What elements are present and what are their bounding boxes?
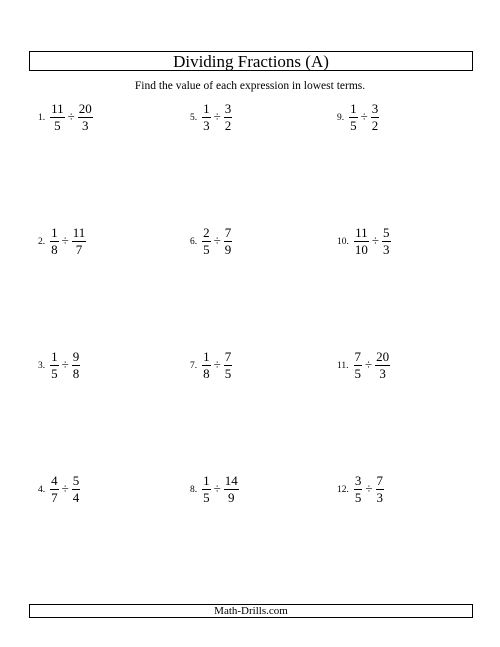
numerator: 7 bbox=[376, 473, 384, 488]
dividend-fraction bbox=[354, 226, 369, 256]
problem-number: 10. bbox=[337, 236, 349, 247]
numerator: 7 bbox=[354, 349, 362, 364]
denominator: 5 bbox=[354, 489, 362, 505]
denominator: 5 bbox=[51, 365, 58, 381]
dividend-fraction bbox=[50, 474, 59, 504]
denominator: 9 bbox=[224, 241, 232, 257]
denominator: 5 bbox=[54, 117, 61, 133]
denominator: 8 bbox=[72, 365, 80, 381]
problem-8 bbox=[190, 474, 239, 504]
denominator: 10 bbox=[354, 241, 368, 257]
division-sign: ÷ bbox=[365, 357, 373, 373]
divisor-fraction bbox=[375, 350, 390, 380]
denominator: 5 bbox=[350, 117, 357, 133]
problem-11 bbox=[337, 350, 390, 380]
denominator: 3 bbox=[203, 117, 210, 133]
dividend-fraction bbox=[50, 350, 59, 380]
denominator: 8 bbox=[203, 365, 210, 381]
numerator: 2 bbox=[203, 225, 210, 240]
denominator: 5 bbox=[203, 489, 210, 505]
problem-4 bbox=[38, 474, 80, 504]
problem-3 bbox=[38, 350, 80, 380]
denominator: 9 bbox=[228, 489, 235, 505]
division-sign: ÷ bbox=[61, 233, 69, 249]
problem-number: 4. bbox=[38, 484, 46, 495]
divisor-fraction bbox=[376, 474, 385, 504]
divisor-fraction bbox=[371, 102, 380, 132]
denominator: 2 bbox=[371, 117, 379, 133]
division-sign: ÷ bbox=[67, 109, 75, 125]
division-sign: ÷ bbox=[360, 109, 368, 125]
division-sign: ÷ bbox=[213, 357, 221, 373]
denominator: 2 bbox=[224, 117, 232, 133]
numerator: 5 bbox=[383, 225, 390, 240]
problem-6 bbox=[190, 226, 232, 256]
problem-number: 12. bbox=[337, 484, 349, 495]
numerator: 20 bbox=[376, 349, 390, 364]
divisor-fraction bbox=[72, 226, 87, 256]
problem-number: 1. bbox=[38, 112, 46, 123]
problem-number: 9. bbox=[337, 112, 345, 123]
denominator: 7 bbox=[51, 489, 58, 505]
problem-9 bbox=[337, 102, 379, 132]
denominator: 3 bbox=[376, 489, 384, 505]
dividend-fraction bbox=[349, 102, 358, 132]
divisor-fraction bbox=[382, 226, 391, 256]
division-sign: ÷ bbox=[213, 233, 221, 249]
numerator: 9 bbox=[72, 349, 80, 364]
division-sign: ÷ bbox=[61, 481, 69, 497]
problem-number: 6. bbox=[190, 236, 198, 247]
instructions: Find the value of each expression in lowest terms. bbox=[134, 80, 366, 92]
numerator: 7 bbox=[224, 349, 232, 364]
problem-1 bbox=[38, 102, 93, 132]
denominator: 5 bbox=[203, 241, 210, 257]
numerator: 1 bbox=[51, 349, 58, 364]
numerator: 20 bbox=[78, 101, 92, 116]
divisor-fraction bbox=[72, 474, 81, 504]
numerator: 3 bbox=[371, 101, 379, 116]
numerator: 7 bbox=[224, 225, 232, 240]
worksheet-title: Dividing Fractions (A) bbox=[29, 51, 473, 71]
division-sign: ÷ bbox=[213, 109, 221, 125]
divisor-fraction bbox=[224, 474, 239, 504]
numerator: 11 bbox=[355, 225, 368, 240]
denominator: 7 bbox=[75, 241, 83, 257]
problem-number: 3. bbox=[38, 360, 46, 371]
divisor-fraction bbox=[78, 102, 93, 132]
dividend-fraction bbox=[202, 102, 211, 132]
problem-10 bbox=[337, 226, 391, 256]
numerator: 3 bbox=[224, 101, 232, 116]
numerator: 3 bbox=[354, 473, 362, 488]
footer: Math-Drills.com bbox=[29, 604, 473, 618]
dividend-fraction bbox=[354, 350, 363, 380]
division-sign: ÷ bbox=[365, 481, 373, 497]
problem-12 bbox=[337, 474, 384, 504]
denominator: 3 bbox=[82, 117, 89, 133]
dividend-fraction bbox=[202, 474, 211, 504]
denominator: 5 bbox=[354, 365, 362, 381]
division-sign: ÷ bbox=[213, 481, 221, 497]
numerator: 11 bbox=[51, 101, 64, 116]
numerator: 1 bbox=[203, 101, 210, 116]
problem-2 bbox=[38, 226, 86, 256]
problem-number: 2. bbox=[38, 236, 46, 247]
denominator: 5 bbox=[224, 365, 232, 381]
dividend-fraction bbox=[354, 474, 363, 504]
divisor-fraction bbox=[224, 350, 233, 380]
problem-5 bbox=[190, 102, 232, 132]
numerator: 11 bbox=[72, 225, 86, 240]
denominator: 3 bbox=[383, 241, 390, 257]
problem-number: 5. bbox=[190, 112, 198, 123]
problem-number: 8. bbox=[190, 484, 198, 495]
numerator: 14 bbox=[224, 473, 238, 488]
denominator: 3 bbox=[379, 365, 386, 381]
division-sign: ÷ bbox=[61, 357, 69, 373]
problem-number: 11. bbox=[337, 360, 349, 371]
numerator: 1 bbox=[203, 473, 210, 488]
denominator: 4 bbox=[72, 489, 80, 505]
divisor-fraction bbox=[224, 102, 233, 132]
divisor-fraction bbox=[72, 350, 81, 380]
dividend-fraction bbox=[202, 226, 211, 256]
dividend-fraction bbox=[202, 350, 211, 380]
dividend-fraction bbox=[50, 102, 65, 132]
numerator: 1 bbox=[51, 225, 58, 240]
problem-number: 7. bbox=[190, 360, 198, 371]
denominator: 8 bbox=[51, 241, 58, 257]
numerator: 5 bbox=[72, 473, 80, 488]
numerator: 1 bbox=[203, 349, 210, 364]
dividend-fraction bbox=[50, 226, 59, 256]
division-sign: ÷ bbox=[371, 233, 380, 249]
divisor-fraction bbox=[224, 226, 233, 256]
problem-7 bbox=[190, 350, 232, 380]
numerator: 1 bbox=[350, 101, 357, 116]
numerator: 4 bbox=[51, 473, 58, 488]
